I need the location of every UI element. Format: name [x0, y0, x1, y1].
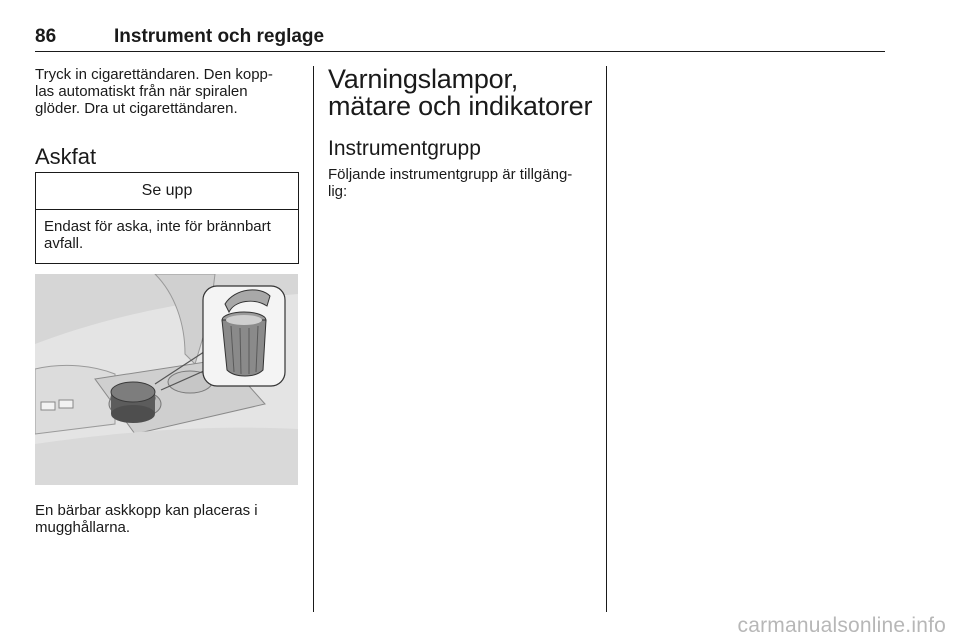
- caution-line: Endast för aska, inte för brännbart: [44, 218, 271, 235]
- chapter-heading-line: mätare och indikatorer: [328, 91, 593, 121]
- body-line: Följande instrumentgrupp är tillgäng-: [328, 166, 573, 183]
- intro-line: glöder. Dra ut cigarettändaren.: [35, 100, 238, 117]
- figure-caption: [35, 502, 258, 536]
- chapter-heading: [328, 66, 600, 120]
- page-header: [35, 26, 885, 50]
- page-number: 86: [35, 26, 57, 47]
- caption-line: En bärbar askkopp kan placeras i: [35, 502, 258, 519]
- left-column: [35, 66, 300, 536]
- body-line: lig:: [328, 183, 348, 200]
- instrument-cluster-heading: Instrumentgrupp: [328, 137, 481, 160]
- section-title: Instrument och reglage: [114, 26, 325, 47]
- ashtray-illustration: [35, 274, 298, 485]
- watermark: carmanualsonline.info: [737, 614, 946, 637]
- right-column: [328, 66, 600, 200]
- column-divider-right: [606, 66, 607, 612]
- intro-line: las automatiskt från när spiralen: [35, 83, 248, 100]
- header-divider: [35, 51, 885, 52]
- column-divider-left: [313, 66, 314, 612]
- caution-title: Se upp: [36, 173, 298, 210]
- caution-line: avfall.: [44, 235, 84, 252]
- intro-paragraph: [35, 66, 300, 117]
- chapter-heading-line: Varningslampor,: [328, 64, 519, 94]
- intro-line: Tryck in cigarettändaren. Den kopp-: [35, 66, 273, 83]
- caution-text: [36, 210, 298, 252]
- ashtray-drawing: [35, 274, 298, 485]
- askfat-heading: Askfat: [35, 144, 97, 169]
- instrument-cluster-text: [328, 166, 600, 200]
- caption-line: mugghållarna.: [35, 519, 131, 536]
- caution-box: [35, 172, 299, 264]
